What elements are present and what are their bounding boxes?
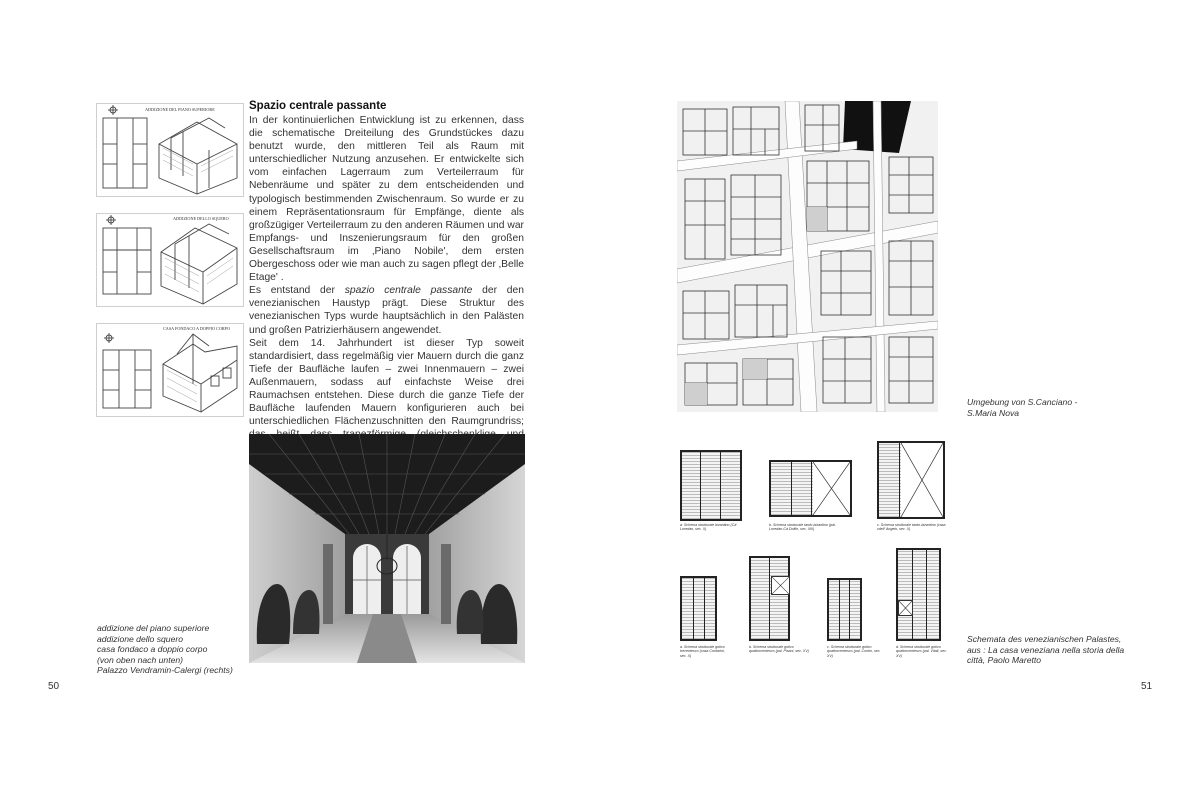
plan-wall <box>839 580 840 639</box>
plan-wall <box>849 580 850 639</box>
plan-cross <box>813 462 850 515</box>
thumb-label: ADDIZIONE DELLO SQUERO <box>173 216 229 221</box>
plan-wall <box>720 452 721 519</box>
plan-wall <box>899 443 900 517</box>
plan-cross <box>901 443 943 517</box>
caption-line: Schemata des venezianischen Palastes, <box>967 634 1122 644</box>
plan-cross <box>898 600 913 616</box>
page-number-left: 50 <box>48 681 60 692</box>
thumb-label: ADDIZIONE DEL PIANO SUPERIORE <box>145 107 215 112</box>
paragraph-2-text-end: der den venezianischen Haustyp prägt. Diese Struktur des venezianischen Typs wurde hauptsächlich in den Palästen und großen Patrizierhäusern angewendet. <box>249 285 524 336</box>
caption-line: casa fondaco a doppio corpo <box>97 644 208 655</box>
plan-diagram <box>769 460 852 517</box>
paragraph-2-emphasis: spazio centrale passante <box>344 285 473 297</box>
plan-caption: c. Schema strutturale gotico quattrocentesco (pal. Contin, sec. XV) <box>827 645 881 658</box>
plan-wall <box>693 578 694 639</box>
plan-wall <box>700 452 701 519</box>
caption-line: S.Maria Nova <box>967 407 1020 418</box>
plan-caption: d. Schema strutturale gotico quattrocentesco (pal. Vitali, sec. XV) <box>896 645 947 658</box>
caption-line: Palazzo Vendramin-Calergi (rechts) <box>97 665 233 676</box>
left-caption <box>97 623 247 676</box>
plan-wall <box>791 462 792 515</box>
map-caption <box>967 397 1087 418</box>
caption-line: (von oben nach unten) <box>97 654 184 665</box>
plan-wall <box>769 558 770 639</box>
paragraph-2-text: Es entstand der <box>249 285 345 297</box>
plan-wall <box>704 578 705 639</box>
plan-caption: c. Schema strutturale tardo-bizantino (casa vdell' Angelo, sec. X) <box>877 523 946 532</box>
plan-wall <box>811 462 812 515</box>
page-number-right: 51 <box>1141 681 1153 692</box>
thumbnail-addizione-piano-superiore <box>96 103 244 197</box>
schema-caption <box>967 634 1127 666</box>
plan-wall <box>912 550 913 639</box>
thumbnail-addizione-squero <box>96 213 244 307</box>
plan-caption: b. Schema strutturale tardo-bizantino (pal. Loredan-Cà Dolfin, sec. XIII) <box>769 523 836 532</box>
photo-palazzo-interior <box>249 434 525 663</box>
plan-diagram <box>680 450 742 521</box>
site-plan-map <box>677 101 938 412</box>
plan-diagram <box>877 441 945 519</box>
plan-wall <box>926 550 927 639</box>
caption-line: aus : La casa veneziana nella storia della <box>967 644 1125 655</box>
paragraph-1: In der kontinuierlichen Entwicklung ist zu erkennen, dass die schematische Dreiteilung des Grundstückes dazu benutzt wurde, den mittleren Teil als Raum mit unterschiedlicher Nutzung anzusehen. Er entwickelte sich vom einfachen Lagerraum zum Verteilerraum für Nebenräume und später zu dem entscheidenden und typologisch bestimmenden Zwischenraum. So wurde er zu einem Repräsentationsraum für Empfänge, diente als großzügiger Verteilerraum zu den anderen Räumen und war Empfangs- und Inszenierungsraum für den großen Gesellschaftsraum im ‚Piano Nobile', dem ersten Obergeschoss oder wie man auch zu sagen pflegt der ‚Belle Etage' . <box>249 115 524 284</box>
thumbnail-casa-fondaco <box>96 323 244 417</box>
plan-diagram <box>680 576 717 641</box>
plan-diagram <box>827 578 862 641</box>
paragraph-2 <box>249 284 524 336</box>
caption-line: Umgebung von S.Canciano - <box>967 397 1078 407</box>
plan-caption: a. Schema strutturale gotico trecentesco (casa Contarini, sec. X) <box>680 645 725 658</box>
section-heading: Spazio centrale passante <box>249 100 387 112</box>
plan-caption: a. Schema strutturale bizantino (Cà' Loredan, sec. X) <box>680 523 738 532</box>
plan-diagram <box>896 548 941 641</box>
plan-diagram <box>749 556 790 641</box>
plan-cross <box>771 576 790 595</box>
plan-caption: b. Schema strutturale gotico quattrocentesco (pal. Pisani, sec. XV) <box>749 645 809 654</box>
paragraph-3-text: Seit dem 14. Jahrhundert ist dieser Typ soweit standardisiert, dass regelmäßig vier Mauern durch die ganz Tiefe der Baufläche laufen – zwei Innenmauern – zwei Außenmauern, sodass auf einfachste Weise drei Raumachsen entstehen. Diese durch die ganze Tiefe der Baufläche laufenden Mauern konfigurieren auch bei unterschiedlichen Flächenzuschnitten den Raumgrundriss; <box>249 337 524 428</box>
caption-line: addizione dello squero <box>97 633 184 644</box>
caption-line: addizione del piano superiore <box>97 623 210 633</box>
thumb-label: CASA FONDACO A DOPPIO CORPO <box>163 326 231 331</box>
caption-line: città, Paolo Maretto <box>967 655 1042 666</box>
